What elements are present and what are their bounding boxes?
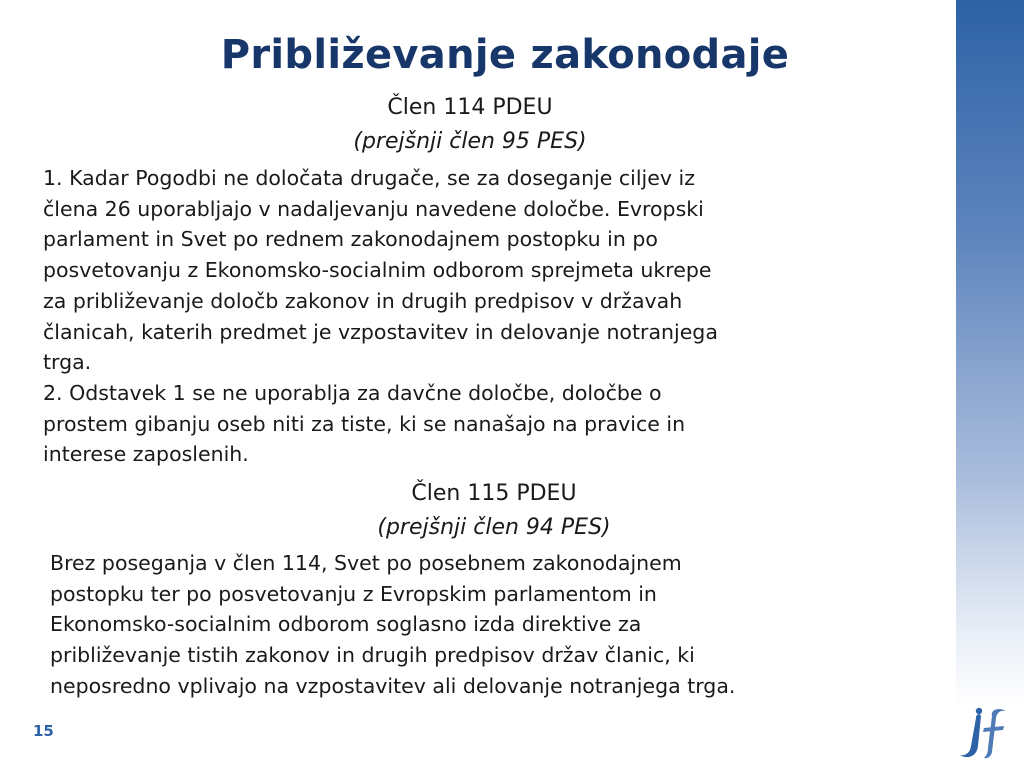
article-114-line: posvetovanju z Ekonomsko-socialnim odborom sprejmeta ukrepe [43,258,712,283]
article-114-line: trga. [43,350,92,375]
article-114-line: parlament in Svet po rednem zakonodajnem postopku in po [43,227,658,252]
article-115-line: postopku ter po posvetovanju z Evropskim parlamentom in [50,581,657,606]
article-114-line: prostem gibanju oseb niti za tiste, ki se nanašajo na pravice in [43,411,686,436]
slide-title: Približevanje zakonodaje [220,32,790,78]
article-115-line: neposredno vplivajo na vzpostavitev ali delovanje notranjega trga. [50,673,736,698]
article-114-line: za približevanje določb zakonov in drugih predpisov v državah [43,288,683,313]
decorative-sidebar [956,0,1024,768]
article-114-line: interese zaposlenih. [43,442,249,467]
article-114-line: članicah, katerih predmet je vzpostavitev in delovanje notranjega [43,319,718,344]
article-115-line: Brez poseganja v člen 114, Svet po posebnem zakonodajnem [50,551,682,575]
article-115-body [50,548,920,702]
article-114-line: člena 26 uporabljajo v nadaljevanju navedene določbe. Evropski [43,196,704,221]
article-114-line: 2. Odstavek 1 se ne uporablja za davčne določbe, določbe o [43,380,662,405]
article-114-line: 1. Kadar Pogodbi ne določata drugače, se za doseganje ciljev iz [43,166,695,190]
article-114-body [43,163,903,470]
article-115-subheading: (prejšnji člen 94 PES) [377,515,611,540]
jf-logo-icon [954,706,1014,762]
article-114-heading: Člen 114 PDEU [387,95,553,120]
page-number: 15 [33,722,54,740]
article-115-line: Ekonomsko-socialnim odborom soglasno izda direktive za [50,612,642,637]
article-115-heading: Člen 115 PDEU [411,481,577,506]
article-114-subheading: (prejšnji člen 95 PES) [353,129,587,154]
article-115-line: približevanje tistih zakonov in drugih predpisov držav članic, ki [50,643,695,668]
